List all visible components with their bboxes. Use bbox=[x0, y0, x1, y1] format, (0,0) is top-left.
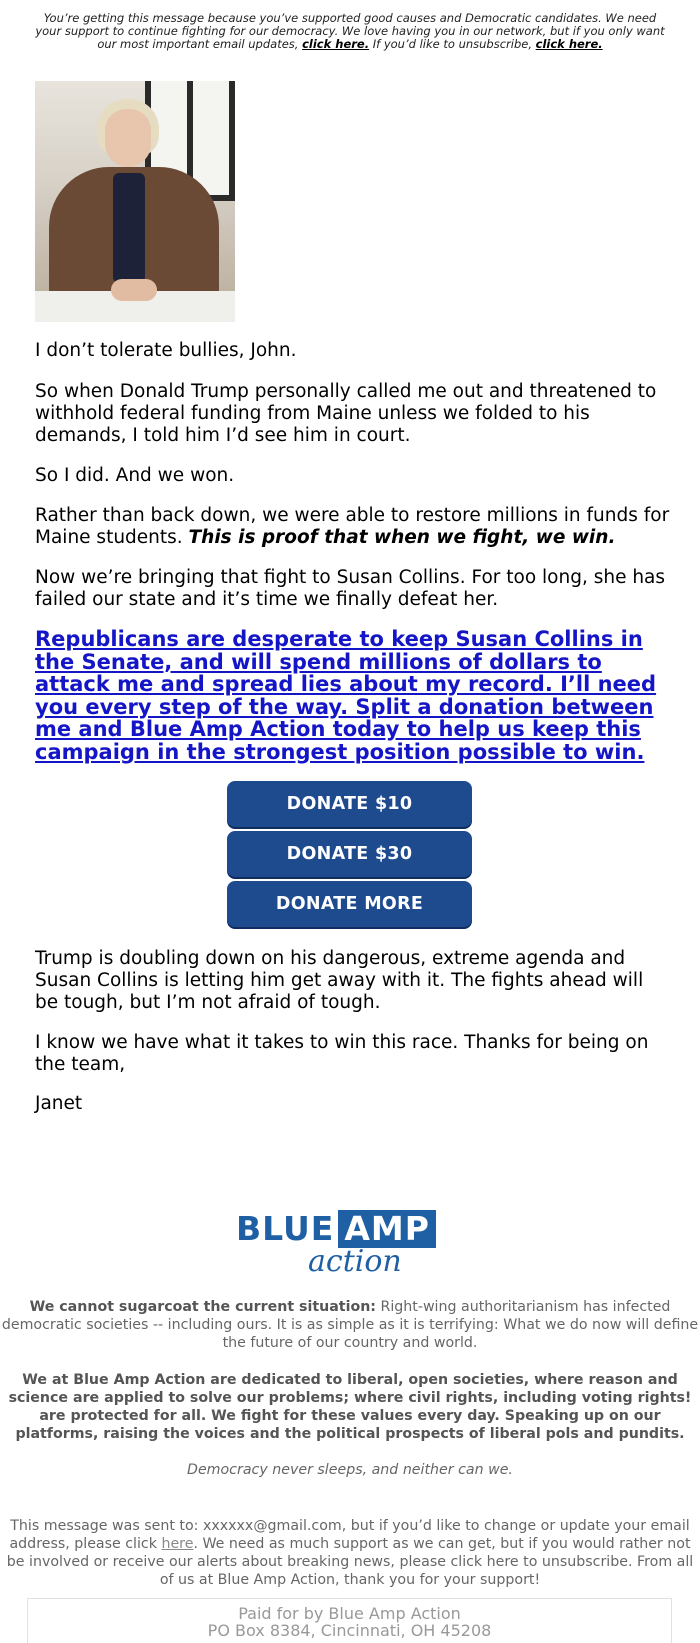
paid-for-line: Paid for by Blue Amp Action bbox=[238, 1604, 461, 1623]
body-paragraph-2: So when Donald Trump personally called me out and threatened to withhold federal funding from Maine unless we folded to his demands, I told him I’d see him in court. bbox=[35, 381, 657, 446]
donate-more-button[interactable]: DONATE MORE bbox=[227, 881, 472, 927]
preheader bbox=[30, 12, 670, 51]
candidate-photo bbox=[35, 81, 235, 322]
footer-notice-text: This message was sent to: xxxxxx@gmail.com, but if you’d like to change or update your email address, please click bbox=[9, 1518, 690, 1552]
body-paragraph-5: Now we’re bringing that fight to Susan Collins. For too long, she has failed our state and it’s time we finally defeat her. bbox=[35, 567, 666, 610]
preheader-text: You’re getting this message because you’ve supported good causes and Democratic candidates. We need your support to continue fighting for our democracy. We love having you in our network, but if you only want our most important email updates, bbox=[35, 11, 665, 51]
signature: Janet bbox=[35, 1093, 83, 1114]
logo-top-row bbox=[236, 1210, 464, 1248]
footer-notice-text-2: . We need as much support as we can get, but if you would rather not be involved or receive our alerts about breaking news, please click here to unsubscribe. From all of us at Blue Amp Action, thank you for your support! bbox=[6, 1536, 694, 1588]
photo-shirt bbox=[113, 173, 145, 283]
mailing-address: PO Box 8384, Cincinnati, OH 45208 bbox=[207, 1621, 492, 1640]
unsubscribe-link[interactable]: click here. bbox=[535, 37, 603, 51]
blue-amp-action-logo bbox=[236, 1210, 464, 1282]
footer-tagline: Democracy never sleeps, and neither can we. bbox=[187, 1462, 513, 1478]
footer-notice bbox=[0, 1517, 700, 1589]
body-paragraph-7: I know we have what it takes to win this race. Thanks for being on the team, bbox=[35, 1032, 649, 1075]
logo-blue-word: BLUE bbox=[236, 1209, 335, 1248]
preheader-text-2: If you’d like to unsubscribe, bbox=[369, 37, 536, 51]
donate-30-button[interactable]: DONATE $30 bbox=[227, 831, 472, 877]
body-paragraph-4-text: Rather than back down, we were able to restore millions in funds for Maine students. bbox=[35, 505, 670, 548]
body-paragraph-4-emphasis: This is proof that when we fight, we win. bbox=[188, 527, 616, 548]
logo-amp-word: AMP bbox=[338, 1210, 436, 1248]
paid-for-box bbox=[27, 1598, 672, 1643]
body-paragraph-4 bbox=[35, 505, 670, 549]
footer-paragraph-1-text: Right-wing authoritarianism has infected democratic societies -- including ours. It is as simple as it is terrifying: What we do now will define the future of our country and world. bbox=[1, 1299, 699, 1351]
donate-10-button[interactable]: DONATE $10 bbox=[227, 781, 472, 827]
preferences-link[interactable]: click here. bbox=[302, 37, 370, 51]
footer-paragraph-1-bold: We cannot sugarcoat the current situation: bbox=[29, 1299, 376, 1315]
footer-paragraph-2: We at Blue Amp Action are dedicated to liberal, open societies, where reason and science are applied to solve our problems; where civil rights, including voting rights! are protected for all. We fight for these values every day. Speaking up on our platforms, raising the voices and the political prospects of liberal pols and pundits. bbox=[8, 1372, 692, 1442]
photo-hands bbox=[111, 279, 157, 301]
logo-action-word: action bbox=[308, 1244, 402, 1279]
photo-face bbox=[105, 109, 151, 167]
footer-paragraph-1 bbox=[0, 1298, 700, 1352]
donation-cta-link[interactable]: Republicans are desperate to keep Susan Collins in the Senate, and will spend millions of dollars to attack me and spread lies about my record. I’ll need you every step of the way. Split a donation between me and Blue Amp Action today to help us keep this campaign in the strongest position possible to win. bbox=[35, 627, 657, 764]
body-paragraph-3: So I did. And we won. bbox=[35, 465, 235, 486]
update-email-link[interactable]: here bbox=[161, 1536, 194, 1552]
body-paragraph-6: Trump is doubling down on his dangerous, extreme agenda and Susan Collins is letting him get away with it. The fights ahead will be tough, but I’m not afraid of tough. bbox=[35, 948, 644, 1013]
greeting-paragraph: I don’t tolerate bullies, John. bbox=[35, 340, 297, 361]
